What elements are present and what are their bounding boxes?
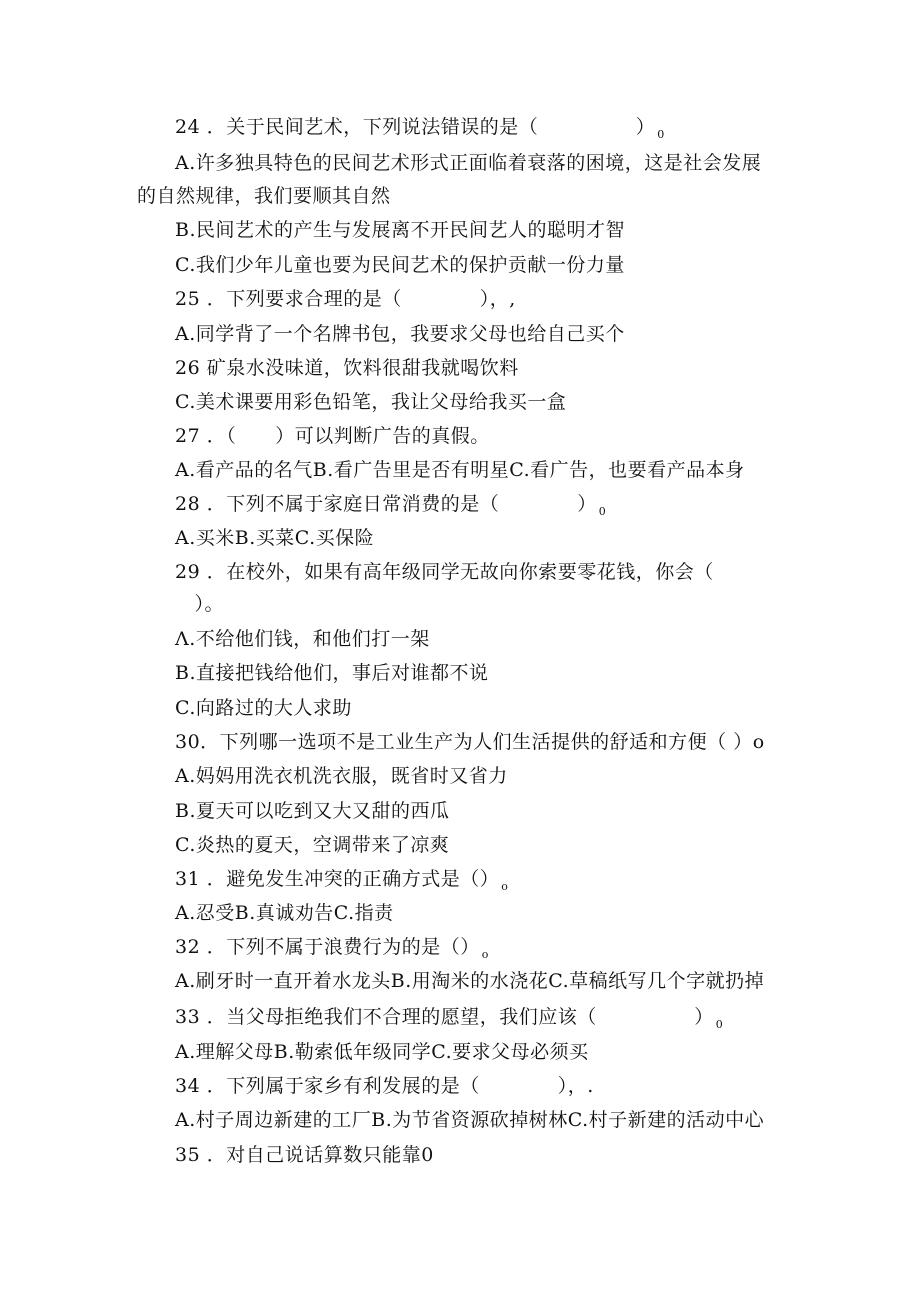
question-29: 29 ．在校外，如果有高年级同学无故向你索要零花钱，你会（ [175,561,714,583]
option-continuation: 的自然规律，我们要顺其自然 [137,185,391,207]
question-27: 27 ．（ ）可以判断广告的真假。 [175,425,490,447]
question-26: 26 矿泉水没味道，饮料很甜我就喝饮料 [175,357,519,379]
question-24: 24 ．关于民间艺术，下列说法错误的是（ ） $_0$ [175,116,665,141]
question-34: 34 ．下列属于家乡有利发展的是（ ），. [175,1075,594,1097]
question-30: 30．下列哪一选项不是工业生产为人们生活提供的舒适和方便（ ）o [175,731,765,753]
trailing-mark: 0 [715,1018,724,1031]
question-25: 25 ．下列要求合理的是（ ），, [175,288,516,310]
option-a: A.同学背了一个名牌书包，我要求父母也给自己买个 [175,323,625,345]
question-31: 31 ．避免发生冲突的正确方式是（） $_o$ [175,868,509,893]
option-b: B.民间艺术的产生与发展离不开民间艺人的聪明才智 [175,219,626,241]
options-34: A.村子周边新建的工厂B.为节省资源砍掉树林C.村子新建的活动中心 [175,1109,765,1131]
option-a: A.妈妈用洗衣机洗衣服，既省时又省力 [175,765,508,787]
options-28: A.买米B.买菜C.买保险 [175,527,375,549]
question-29-continuation: ）。 [175,593,225,615]
options-27: A.看产品的名气B.看广告里是否有明星C.看广告，也要看产品本身 [175,459,745,481]
trailing-mark: o [481,948,489,961]
option-c: C.美术课要用彩色铅笔，我让父母给我买一盒 [175,391,567,413]
option-c: C.我们少年儿童也要为民间艺术的保护贡献一份力量 [175,254,625,276]
option-c: C.向路过的大人求助 [175,697,352,719]
options-31: A.忍受B.真诚劝告C.指责 [175,902,394,924]
trailing-mark: o [501,880,509,893]
option-a: A.许多独具特色的民间艺术形式正面临着衰落的困境，这是社会发展 [175,152,762,174]
question-35: 35 ．对自己说话算数只能靠0 [175,1144,434,1166]
question-33: 33 ．当父母拒绝我们不合理的愿望，我们应该（ ） $_0$ [175,1006,724,1031]
trailing-mark: 0 [598,505,607,518]
options-32: A.刷牙时一直开着水龙头B.用淘米的水浇花C.草稿纸写几个字就扔掉 [175,970,765,992]
option-b: B.直接把钱给他们，事后对谁都不说 [175,662,489,684]
option-c: C.炎热的夏天，空调带来了凉爽 [175,834,450,856]
option-a: Λ.不给他们钱，和他们打一架 [175,628,430,650]
option-b: B.夏天可以吃到又大又甜的西瓜 [175,800,450,822]
trailing-mark: 0 [657,128,665,141]
options-33: A.理解父母B.勒索低年级同学C.要求父母必须买 [175,1041,589,1063]
question-32: 32 ．下列不属于浪费行为的是（） $_o$ [175,936,489,961]
question-28: 28 ．下列不属于家庭日常消费的是（ ） $_0$ [175,493,607,518]
